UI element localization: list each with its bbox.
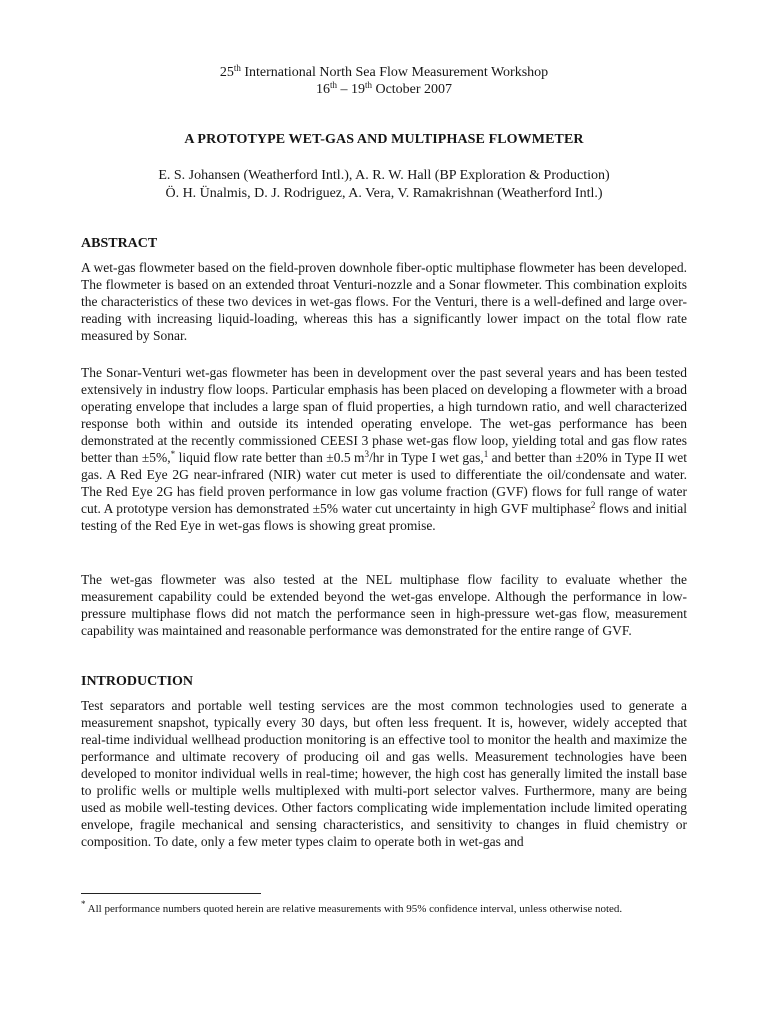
ordinal-suffix: th	[329, 80, 337, 90]
month-year: October 2007	[371, 82, 453, 97]
abstract-paragraph-3: The wet-gas flowmeter was also tested at the NEL multiphase flow facility to evaluate whether the measurement capability could be extended beyond the wet-gas envelope. Although the performance in low-pressure multiphase flows did not match the performance seen in high-pressure wet-gas flow, measurement capability was maintained and reasonable performance was demonstrated for the entire range of GVF.	[81, 572, 687, 638]
reference-marker: 2	[590, 500, 596, 510]
workshop-title: International North Sea Flow Measurement Workshop	[240, 65, 549, 80]
workshop-dates	[0, 81, 768, 98]
introduction-heading: INTRODUCTION	[81, 674, 194, 689]
text-run: flows and initial testing of the Red Eye in wet-gas flows is showing great promise.	[81, 501, 687, 533]
abstract-heading: ABSTRACT	[81, 236, 158, 251]
footnote-marker: *	[170, 449, 176, 459]
text-run: The Sonar-Venturi wet-gas flowmeter has been in development over the past several years and has been tested extensively in industry flow loops. Particular emphasis has been placed on developing a flowmeter with a broad operating envelope that includes a large span of fluid properties, a high turndown ratio, and well characterized response both within and outside its intended operating envelope. The wet-gas performance has been demonstrated at the recently commissioned CEESI 3 phase wet-gas flow loop, yielding total and gas flow rates better than ±5%,	[81, 365, 687, 465]
ordinal-suffix: th	[233, 63, 241, 73]
text-run: and better than ±20% in Type II wet gas. A Red Eye 2G near-infrared (NIR) water cut meter is used to differentiate the oil/condensate and water. The Red Eye 2G has field proven performance in low gas volume fraction (GVF) flows for full range of water cut. A prototype version has demonstrated ±5% water cut uncertainty in high GVF multiphase	[81, 450, 687, 516]
introduction-paragraph-1: Test separators and portable well testing services are the most common technologies used to generate a measurement snapshot, typically every 30 days, but often less frequent. It is, however, widely accepted that real-time individual wellhead production monitoring is an effective tool to monitor the health and maximize the performance and ultimate recovery of producing oil and gas wells. Measurement technologies have been developed to monitor individual wells in real-time; however, the high cost has generally limited the install base to prolific wells or multiple wells multiplexed with multi-port selector valves. Furthermore, many are being used as mobile well-testing devices. Other factors complicating wide implementation include limited operating envelope, fragile mechanical and sensing characteristics, and sensitivity to changes in fluid chemistry or composition. To date, only a few meter types claim to operate both in wet-gas and	[81, 698, 687, 849]
paper-title: A PROTOTYPE WET-GAS AND MULTIPHASE FLOWMETER	[184, 132, 584, 147]
workshop-edition: 25	[219, 65, 234, 80]
abstract-paragraph-2	[81, 364, 687, 534]
end-day: – 19	[336, 82, 365, 97]
text-run: liquid flow rate better than ±0.5 m	[175, 450, 365, 465]
reference-marker: 1	[483, 449, 489, 459]
author-list	[0, 167, 768, 203]
ordinal-suffix: th	[364, 80, 372, 90]
footnote-divider	[81, 893, 261, 894]
abstract-paragraph-1: A wet-gas flowmeter based on the field-proven downhole fiber-optic multiphase flowmeter has been developed. The flowmeter is based on an extended throat Venturi-nozzle and a Sonar flowmeter. This combination exploits the characteristics of these two devices in wet-gas flows. For the Venturi, there is a well-defined and large over-reading with increasing liquid-loading, whereas this has a significantly lower impact on the total flow rate measured by Sonar.	[81, 260, 687, 343]
start-day: 16	[315, 82, 330, 97]
footnote-marker: *	[81, 899, 86, 909]
exponent: 3	[364, 449, 370, 459]
text-run: /hr in Type I wet gas,	[369, 450, 484, 465]
authors-line-2: Ö. H. Ünalmis, D. J. Rodriguez, A. Vera, V. Ramakrishnan (Weatherford Intl.)	[165, 186, 603, 201]
workshop-header	[0, 64, 768, 98]
footnote-text: All performance numbers quoted herein are relative measurements with 95% confidence interval, unless otherwise noted.	[85, 903, 623, 915]
footnote	[81, 899, 687, 916]
authors-line-1: E. S. Johansen (Weatherford Intl.), A. R. W. Hall (BP Exploration & Production)	[158, 168, 610, 183]
workshop-name	[0, 64, 768, 81]
